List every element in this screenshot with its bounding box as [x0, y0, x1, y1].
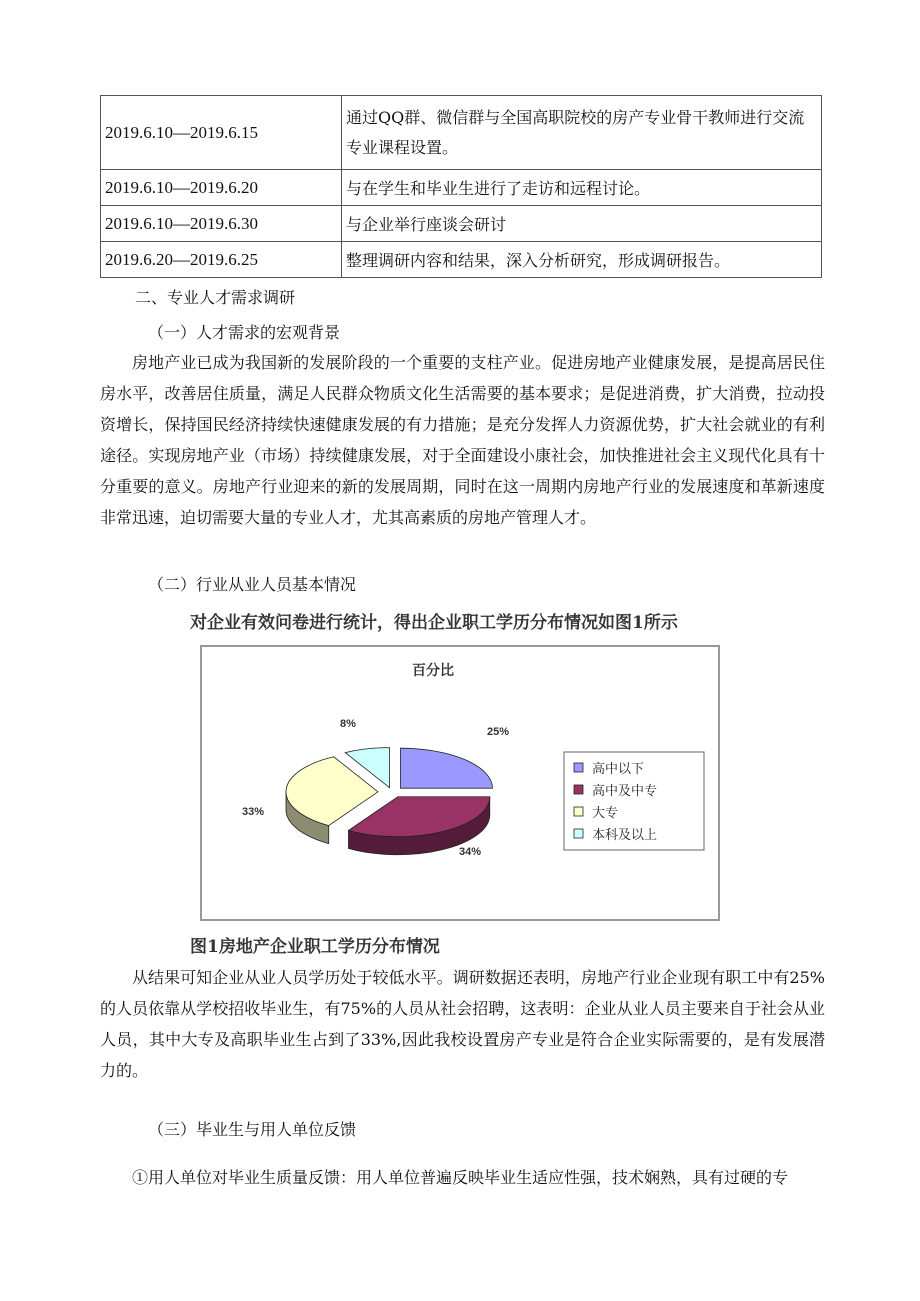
education-chart [200, 645, 720, 921]
legend-swatch [574, 785, 583, 794]
legend-label: 大专 [592, 806, 619, 821]
table-row [101, 170, 822, 206]
schedule-activity: 与在学生和毕业生进行了走访和远程讨论。 [342, 170, 822, 206]
legend-label: 本科及以上 [592, 828, 658, 843]
subsection-heading: （三）毕业生与用人单位反馈 [148, 1120, 357, 1139]
schedule-table [100, 95, 822, 278]
paragraph-feedback: ①用人单位对毕业生质量反馈：用人单位普遍反映毕业生适应性强，技术娴熟，具有过硬的专 [132, 1168, 789, 1187]
schedule-date: 2019.6.20—2019.6.25 [101, 242, 342, 278]
legend-swatch [574, 807, 583, 816]
paragraph-chart-analysis: 从结果可知企业从业人员学历处于较低水平。调研数据还表明，房地产行业企业现有职工中有25%的人员依靠从学校招收毕业生，有75%的人员从社会招聘，这表明：企业从业人员主要来自于社会从业人员，其中大专及高职毕业生占到了33%,因此我校设置房产专业是符合企业实际需要的，是有发展潜力的。 [100, 968, 825, 1080]
pie-slice-1 [400, 748, 492, 788]
schedule-activity: 与企业举行座谈会研讨 [342, 206, 822, 242]
legend-swatch [574, 763, 583, 772]
paragraph-macro-background: 房地产业已成为我国新的发展阶段的一个重要的支柱产业。促进房地产业健康发展，是提高居民住房水平，改善居住质量，满足人民群众物质文化生活需要的基本要求；是促进消费，扩大消费，拉动投资增长，保持国民经济持续快速健康发展的有力措施；是充分发挥人力资源优势，扩大社会就业的有利途径。实现房地产业（市场）持续健康发展，对于全面建设小康社会，加快推进社会主义现代化具有十分重要的意义。房地产行业迎来的新的发展周期，同时在这一周期内房地产行业的发展速度和革新速度非常迅速，迫切需要大量的专业人才，尤其高素质的房地产管理人才。 [100, 353, 825, 527]
legend-label: 高中以下 [592, 762, 645, 777]
pie-chart-svg [202, 647, 718, 919]
figure-caption: 图1房地产企业职工学历分布情况 [190, 937, 440, 957]
schedule-activity: 整理调研内容和结果，深入分析研究，形成调研报告。 [342, 242, 822, 278]
chart-title: 百分比 [412, 662, 454, 678]
legend-label: 高中及中专 [592, 784, 658, 799]
legend-swatch [574, 829, 583, 838]
schedule-activity: 通过QQ群、微信群与全国高职院校的房产专业骨干教师进行交流专业课程设置。 [342, 96, 822, 170]
table-row [101, 242, 822, 278]
section-heading: 二、专业人才需求调研 [135, 288, 296, 307]
schedule-date: 2019.6.10—2019.6.30 [101, 206, 342, 242]
chart-intro-caption: 对企业有效问卷进行统计，得出企业职工学历分布情况如图1所示 [190, 613, 678, 633]
table-row [101, 206, 822, 242]
pie-data-label: 34% [459, 846, 482, 858]
schedule-date: 2019.6.10—2019.6.20 [101, 170, 342, 206]
pie-data-label: 33% [242, 806, 265, 818]
pie-data-label: 8% [340, 718, 356, 730]
schedule-date: 2019.6.10—2019.6.15 [101, 96, 342, 170]
table-row [101, 96, 822, 170]
pie-data-label: 25% [487, 726, 510, 738]
subsection-heading: （一）人才需求的宏观背景 [148, 323, 341, 342]
subsection-heading: （二）行业从业人员基本情况 [148, 575, 357, 594]
